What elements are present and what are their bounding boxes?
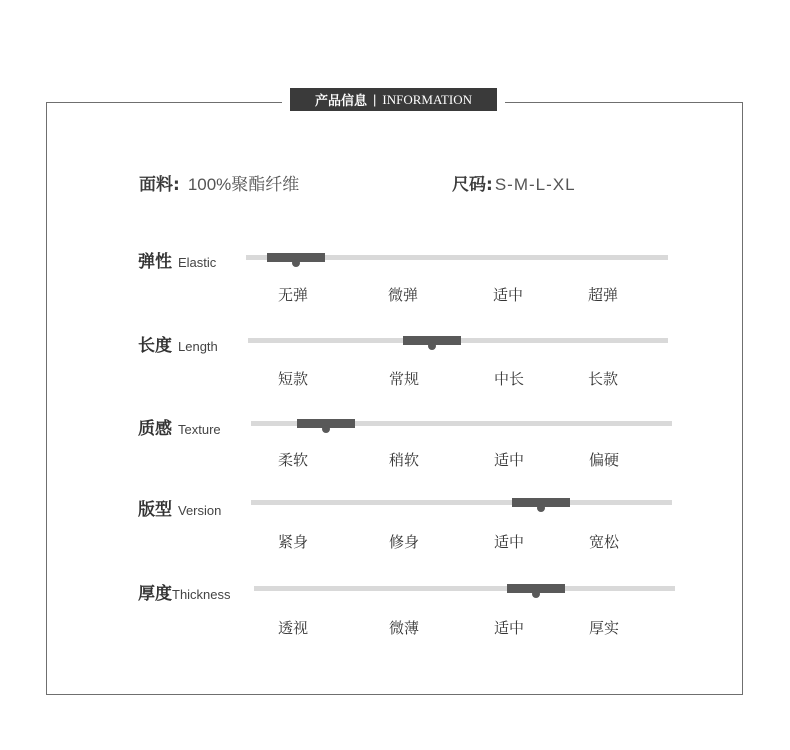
attribute-label-texture bbox=[138, 414, 221, 439]
size-spec bbox=[452, 170, 576, 195]
scale-option: 长款 bbox=[587, 370, 619, 388]
scale-marker bbox=[507, 584, 565, 593]
scale-option: 紧身 bbox=[277, 533, 309, 551]
attribute-scale-texture bbox=[251, 421, 672, 426]
scale-marker-dot bbox=[537, 504, 545, 512]
attribute-name-zh: 长度 bbox=[138, 336, 172, 356]
attribute-name-en: Thickness bbox=[172, 587, 231, 602]
scale-marker bbox=[403, 336, 461, 345]
fabric-label: 面料: bbox=[139, 175, 180, 195]
section-title-en: INFORMATION bbox=[382, 91, 472, 107]
attribute-name-zh: 厚度 bbox=[138, 584, 172, 604]
fabric-spec bbox=[139, 170, 299, 195]
scale-option: 修身 bbox=[388, 533, 420, 551]
scale-marker bbox=[267, 253, 325, 262]
scale-marker bbox=[297, 419, 355, 428]
attribute-scale-thickness bbox=[254, 586, 675, 591]
scale-option: 中长 bbox=[493, 370, 525, 388]
size-value: S-M-L-XL bbox=[494, 175, 576, 194]
attribute-name-en: Elastic bbox=[178, 255, 217, 270]
scale-option: 无弹 bbox=[277, 286, 309, 304]
scale-option: 微薄 bbox=[388, 619, 420, 637]
scale-option: 宽松 bbox=[588, 533, 620, 551]
scale-option: 短款 bbox=[277, 370, 309, 388]
scale-option: 透视 bbox=[277, 619, 309, 637]
scale-option: 超弹 bbox=[587, 286, 619, 304]
scale-option: 偏硬 bbox=[588, 451, 620, 469]
attribute-scale-length bbox=[248, 338, 668, 343]
scale-option: 柔软 bbox=[277, 451, 309, 469]
attribute-label-elastic bbox=[138, 247, 216, 272]
attribute-label-thickness bbox=[138, 579, 231, 604]
attribute-name-en: Length bbox=[178, 339, 218, 354]
scale-option: 适中 bbox=[493, 619, 525, 637]
attribute-scale-version bbox=[251, 500, 672, 505]
fabric-value: 100%聚酯纤维 bbox=[187, 175, 300, 194]
scale-option: 适中 bbox=[493, 451, 525, 469]
attribute-name-zh: 弹性 bbox=[138, 252, 172, 272]
attribute-scale-elastic bbox=[246, 255, 668, 260]
attribute-name-en: Texture bbox=[178, 422, 221, 437]
scale-option: 稍软 bbox=[388, 451, 420, 469]
section-title-zh: 产品信息 bbox=[315, 94, 368, 109]
attribute-name-en: Version bbox=[178, 503, 222, 518]
attribute-name-zh: 质感 bbox=[138, 419, 172, 439]
scale-option: 适中 bbox=[492, 286, 524, 304]
section-header bbox=[290, 88, 497, 111]
section-title-separator: | bbox=[373, 92, 377, 107]
scale-marker-dot bbox=[532, 590, 540, 598]
scale-option: 常规 bbox=[388, 370, 420, 388]
scale-option: 微弹 bbox=[387, 286, 419, 304]
attribute-name-zh: 版型 bbox=[138, 500, 172, 520]
scale-option: 适中 bbox=[493, 533, 525, 551]
attribute-label-length bbox=[138, 331, 218, 356]
attribute-label-version bbox=[138, 495, 221, 520]
scale-option: 厚实 bbox=[588, 619, 620, 637]
size-label: 尺码: bbox=[452, 175, 493, 195]
scale-marker bbox=[512, 498, 570, 507]
